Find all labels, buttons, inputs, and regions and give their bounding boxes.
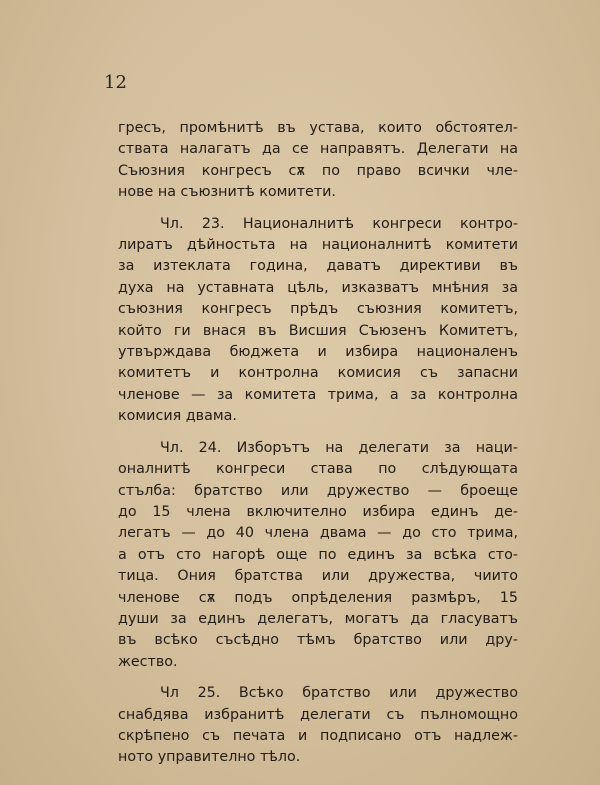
text-line: комитетъ и контролна комисия съ запасни: [118, 365, 518, 382]
text-line: тица. Ония братства или дружества, чиито: [118, 568, 518, 585]
text-line: легатъ — до 40 члена двама — до сто трима,: [118, 525, 518, 542]
text-line: души за единъ делегатъ, могатъ да гласуватъ: [118, 610, 518, 627]
page-number: 12: [104, 72, 127, 93]
text-line: съюзния конгресъ прѣдъ съюзния комитетъ,: [118, 301, 518, 318]
paragraph-article-23: [118, 214, 518, 428]
text-line: комисия двама.: [118, 408, 237, 425]
text-line: ното управително тѣло.: [118, 749, 301, 766]
text-line: утвърждава бюджета и избира националенъ: [118, 344, 518, 361]
text-line: до 15 члена включително избира единъ де-: [118, 503, 518, 520]
text-line: Чл. 24. Изборътъ на делегати за наци-: [160, 439, 518, 456]
text-line: Чл 25. Всѣко братство или дружество: [160, 685, 518, 702]
paragraph-article-24: [118, 438, 518, 673]
text-line: гресъ, промѣнитѣ въ устава, които обстоятел-: [118, 120, 518, 136]
paragraph-article-25: [118, 683, 518, 769]
text-line: лиратъ дѣйностьта на националнитѣ комитети: [118, 237, 518, 254]
text-line: който ги внася въ Висшия Съюзенъ Комитетъ,: [118, 322, 518, 339]
text-line: стълба: братство или дружество — броеще: [118, 482, 518, 499]
text-line: а отъ сто нагорѣ още по единъ за всѣка сто-: [118, 546, 518, 563]
text-line: оналнитѣ конгреси става по слѣдующата: [118, 461, 518, 478]
page-body: [118, 118, 518, 769]
text-line: въ всѣко съсѣдно тѣмъ братство или дру-: [118, 632, 518, 649]
text-line: ствата налагатъ да се направятъ. Делегати на: [118, 141, 518, 158]
text-line: Съюзния конгресъ сѫ по право всички чле-: [118, 162, 518, 179]
text-line: Чл. 23. Националнитѣ конгреси контро-: [160, 215, 518, 232]
text-line: членове сѫ подъ опрѣделения размѣръ, 15: [118, 589, 518, 606]
text-line: членове — за комитета трима, а за контролна: [118, 386, 518, 403]
text-line: снабдява избранитѣ делегати съ пълномощно: [118, 706, 518, 723]
text-line: духа на уставната цѣль, изказватъ мнѣния за: [118, 279, 518, 296]
text-line: скрѣпено съ печата и подписано отъ надлеж-: [118, 727, 518, 744]
paragraph-continuation: [118, 118, 518, 204]
text-line: жество.: [118, 653, 178, 670]
text-line: нове на съюзнитѣ комитети.: [118, 184, 336, 201]
text-line: за изтеклата година, даватъ директиви въ: [118, 258, 518, 275]
